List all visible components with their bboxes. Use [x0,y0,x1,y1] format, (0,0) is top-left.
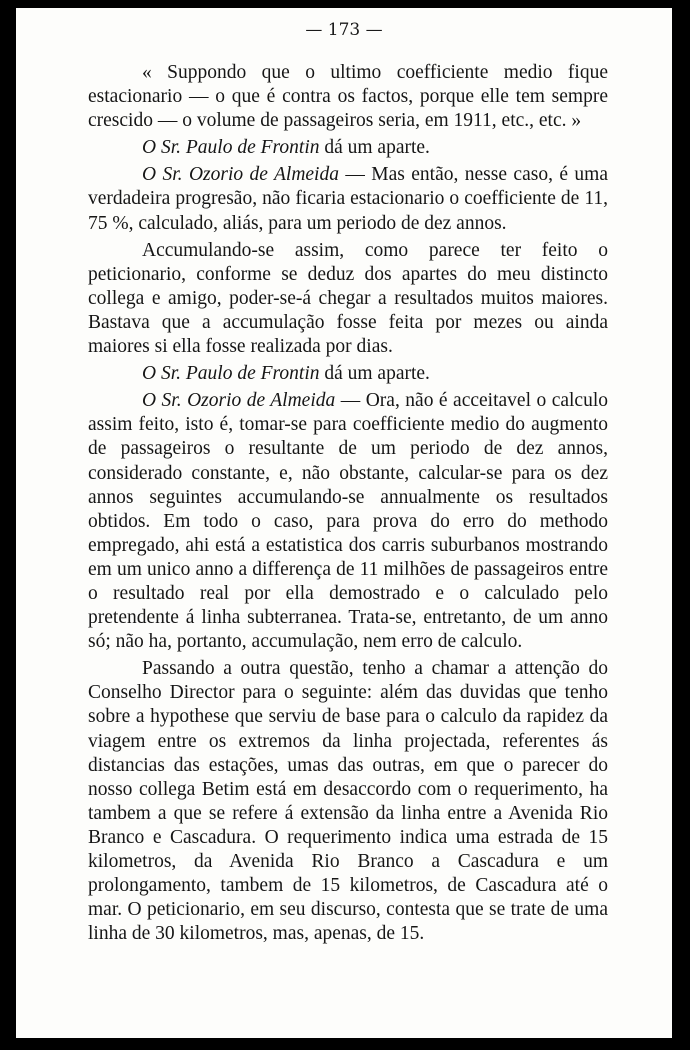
paragraph-aparte [88,136,608,160]
paragraph-quote [88,61,608,133]
paragraph-text: Accumulando-se assim, como parece ter feito o peticionario, conforme se deduz dos apartes do meu distincto collega e amigo, poder-se-á chegar a resultados muitos maiores. Bastava que a accumulação fosse feita por mezes ou ainda maiores si ella fosse realizada por dias. [88,239,608,358]
speaker-name: O Sr. Paulo de Frontin [142,137,320,159]
paragraph-aparte [88,362,608,386]
speaker-name: O Sr. Ozorio de Almeida [142,164,339,186]
paragraph-text: « Suppondo que o ultimo coefficiente medio fique estacionario — o que é contra os factos, porque elle tem sempre crescido — o volume de passageiros seria, em 1911, etc., etc. » [88,62,608,132]
paragraph-text: — Mas então, nesse caso, é uma verdadeira progresão, não ficaria estacionario o coefficiente de 11, 75 %, calculado, aliás, para um periodo de dez annos. [88,164,608,234]
body-text [88,61,608,946]
paragraph-speech [88,389,608,654]
speaker-name: O Sr. Paulo de Frontin [142,363,320,385]
paragraph-text: dá um aparte. [319,363,430,385]
speaker-name: O Sr. Ozorio de Almeida [142,390,336,412]
paragraph-text: dá um aparte. [319,137,430,159]
paragraph-speech [88,163,608,235]
page-number: — 173 — [305,20,383,40]
paragraph-body [88,239,608,359]
document-page [16,8,672,1038]
paragraph-text: — Ora, não é acceitavel o calculo assim feito, isto é, tomar-se para coefficiente medio do augmento de passageiros o resultante de um periodo de dez annos, considerado constante, e, não obstante, calcular-se para os dez annos seguintes accumulando-se annualmente os resultados obtidos. Em todo o caso, para prova do erro do methodo empregado, ahi está a estatistica dos carris suburbanos mostrando em um unico anno a differença de 11 milhões de passageiros entre o resultado real por ella demostrado e o calculado pelo pretendente á linha subterranea. Trata-se, entretanto, de um anno só; não ha, portanto, accumulação, nem erro de calculo. [88,390,608,653]
paragraph-body [88,657,608,946]
paragraph-text: Passando a outra questão, tenho a chamar a attenção do Conselho Director para o seguinte: além das duvidas que tenho sobre a hypothese que serviu de base para o calculo da rapidez da viagem entre os extremos da linha projectada, referentes ás distancias das estações, umas das outras, em que o parecer do nosso collega Betim está em desaccordo com o requerimento, ha tambem a que se refere á extensão da linha entre a Avenida Rio Branco e Cascadura. O requerimento indica uma estrada de 15 kilometros, da Avenida Rio Branco a Cascadura e um prolongamento, tambem de 15 kilometros, de Cascadura até o mar. O peticionario, em seu discurso, contesta que se trate de uma linha de 30 kilometros, mas, apenas, de 15. [88,658,608,945]
